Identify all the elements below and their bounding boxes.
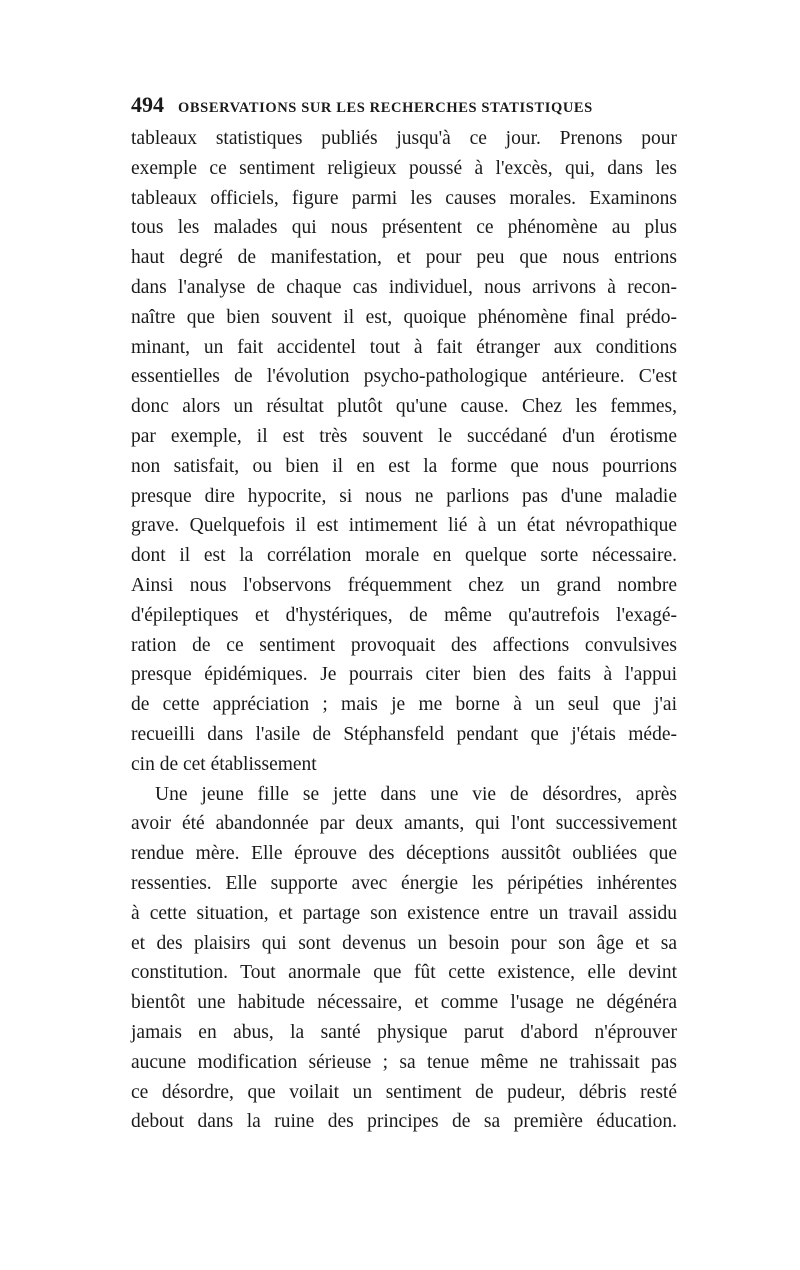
running-head (131, 92, 677, 122)
body-text (131, 124, 677, 1137)
running-head-title: OBSERVATIONS SUR LES RECHERCHES STATISTIQUES (178, 100, 593, 116)
text-line: haut degré de manifestation, et pour peu que nous entrions (131, 247, 677, 269)
text-line: dans l'analyse de chaque cas individuel, nous arrivons à recon- (131, 276, 677, 298)
text-line: tableaux statistiques publiés jusqu'à ce jour. Prenons pour (131, 128, 677, 149)
text-line: rendue mère. Elle éprouve des déceptions aussitôt oubliées que (131, 843, 677, 865)
text-line: presque dire hypocrite, si nous ne parlions pas d'une maladie (131, 485, 677, 507)
text-line: essentielles de l'évolution psycho-pathologique antérieure. C'est (131, 366, 677, 388)
book-page (131, 92, 677, 1137)
text-line: donc alors un résultat plutôt qu'une cause. Chez les femmes, (131, 396, 677, 418)
text-line: de cette appréciation ; mais je me borne à un seul que j'ai (131, 694, 677, 716)
text-line: à cette situation, et partage son existence entre un travail assidu (131, 902, 677, 924)
text-line: Ainsi nous l'observons fréquemment chez un grand nombre (131, 574, 677, 596)
text-line: debout dans la ruine des principes de sa première éducation. (131, 1111, 677, 1133)
page-number: 494 (131, 92, 164, 117)
text-line: recueilli dans l'asile de Stéphansfeld pendant que j'étais méde- (131, 723, 677, 745)
text-line: exemple ce sentiment religieux poussé à l'excès, qui, dans les (131, 157, 677, 179)
text-line: presque épidémiques. Je pourrais citer bien des faits à l'appui (131, 664, 677, 686)
text-line: ration de ce sentiment provoquait des affections convulsives (131, 634, 677, 656)
text-line: grave. Quelquefois il est intimement lié à un état névropathique (131, 515, 677, 537)
text-line: ce désordre, que voilait un sentiment de pudeur, débris resté (131, 1081, 677, 1103)
text-line: jamais en abus, la santé physique parut d'abord n'éprouver (131, 1021, 677, 1043)
paragraph-start-line: Une jeune fille se jette dans une vie de désordres, après (155, 783, 677, 805)
text-line: d'épileptiques et d'hystériques, de même qu'autrefois l'exagé- (131, 604, 677, 626)
text-line: et des plaisirs qui sont devenus un besoin pour son âge et sa (131, 932, 677, 954)
text-line: aucune modification sérieuse ; sa tenue même ne trahissait pas (131, 1051, 677, 1073)
text-line: par exemple, il est très souvent le succédané d'un érotisme (131, 425, 677, 447)
text-line: dont il est la corrélation morale en quelque sorte nécessaire. (131, 545, 677, 567)
text-line: ressenties. Elle supporte avec énergie les péripéties inhérentes (131, 872, 677, 894)
text-line: tous les malades qui nous présentent ce phénomène au plus (131, 217, 677, 239)
paragraph-end-line: cin de cet établissement (131, 753, 317, 775)
text-line: bientôt une habitude nécessaire, et comme l'usage ne dégénéra (131, 992, 677, 1014)
text-line: tableaux officiels, figure parmi les causes morales. Examinons (131, 187, 677, 209)
text-line: non satisfait, ou bien il en est la forme que nous pourrions (131, 455, 677, 477)
text-line: avoir été abandonnée par deux amants, qui l'ont successivement (131, 813, 677, 835)
text-line: constitution. Tout anormale que fût cette existence, elle devint (131, 962, 677, 984)
text-line: minant, un fait accidentel tout à fait étranger aux conditions (131, 336, 677, 358)
text-line: naître que bien souvent il est, quoique phénomène final prédo- (131, 306, 677, 328)
